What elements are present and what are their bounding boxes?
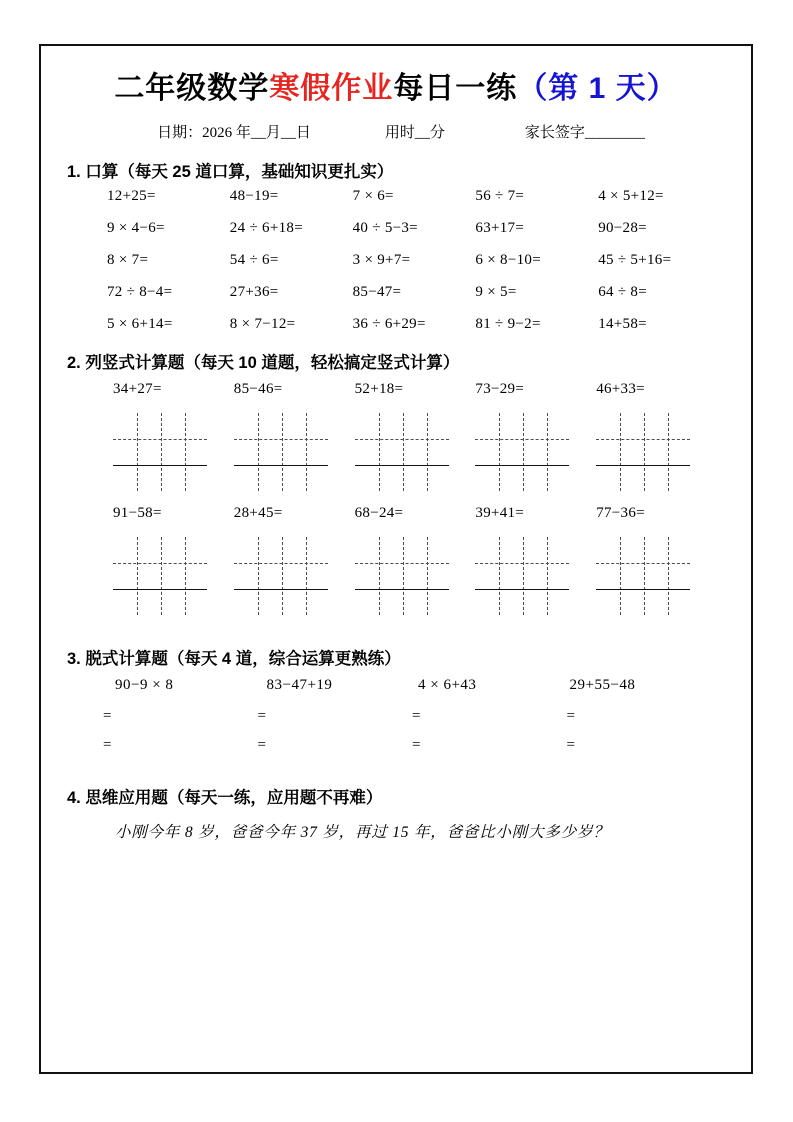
vertical-problem	[355, 381, 476, 499]
vertical-problem	[355, 505, 476, 623]
deshi-equals-sign[interactable]: =	[103, 707, 112, 724]
deshi-equals-sign[interactable]: =	[412, 736, 421, 753]
vertical-work-grid[interactable]	[234, 413, 328, 491]
deshi-equals-sign[interactable]: =	[103, 736, 112, 753]
time-field[interactable]: 用时__分	[384, 124, 445, 141]
vertical-work-grid[interactable]	[113, 537, 207, 615]
deshi-equals-sign[interactable]: =	[412, 707, 421, 724]
vertical-problem-expr: 34+27=	[113, 380, 162, 397]
oral-problem: 24 ÷ 6+18=	[229, 219, 303, 236]
vertical-problem	[113, 505, 234, 623]
date-field[interactable]: 日期：2026 年__月__日	[157, 124, 311, 141]
oral-problem: 63+17=	[475, 219, 525, 236]
deshi-problem: 4 × 6+43	[418, 676, 477, 693]
vertical-problem-expr: 73−29=	[475, 380, 525, 397]
vertical-problem	[475, 381, 596, 499]
vertical-problem-expr: 28+45=	[233, 504, 283, 521]
vertical-work-grid[interactable]	[475, 537, 569, 615]
oral-problem: 8 × 7=	[107, 251, 149, 268]
deshi-problems-row	[65, 677, 727, 694]
section-1-heading: 1. 口算（每天 25 道口算，基础知识更扎实）	[67, 162, 394, 181]
oral-problem: 3 × 9+7=	[352, 251, 411, 268]
oral-problem: 72 ÷ 8−4=	[107, 283, 173, 300]
oral-problem: 12+25=	[107, 187, 156, 204]
parent-signature-field[interactable]: 家长签字________	[524, 124, 645, 141]
vertical-problem-expr: 85−46=	[233, 380, 283, 397]
vertical-work-grid[interactable]	[234, 537, 328, 615]
oral-problem: 4 × 5+12=	[598, 187, 664, 204]
page-title	[65, 72, 727, 107]
deshi-answer-row-1	[65, 708, 727, 725]
oral-problem: 54 ÷ 6=	[229, 251, 279, 268]
vertical-problem-expr: 68−24=	[354, 504, 404, 521]
vertical-problem	[475, 505, 596, 623]
vertical-work-grid[interactable]	[475, 413, 569, 491]
oral-problem: 6 × 8−10=	[475, 251, 541, 268]
deshi-equals-sign[interactable]: =	[566, 736, 575, 753]
vertical-work-grid[interactable]	[113, 413, 207, 491]
oral-problem: 7 × 6=	[352, 187, 394, 204]
deshi-answer-row-2	[65, 737, 727, 754]
word-problem-text: 小刚今年 8 岁，爸爸今年 37 岁，再过 15 年，爸爸比小刚大多少岁？	[115, 823, 610, 841]
title-part-day: （第 1 天）	[517, 72, 678, 105]
deshi-equals-sign[interactable]: =	[257, 736, 266, 753]
oral-problem: 40 ÷ 5−3=	[352, 219, 418, 236]
oral-problem: 64 ÷ 8=	[598, 283, 647, 300]
vertical-problem	[596, 381, 717, 499]
deshi-equals-sign[interactable]: =	[566, 707, 575, 724]
section-3-heading: 3. 脱式计算题（每天 4 道，综合运算更熟练）	[67, 649, 401, 668]
vertical-problem-expr: 46+33=	[596, 380, 645, 397]
vertical-row-1	[65, 381, 727, 499]
vertical-problem	[113, 381, 234, 499]
oral-problem: 90−28=	[598, 219, 647, 236]
vertical-work-grid[interactable]	[355, 413, 449, 491]
vertical-problem-expr: 77−36=	[596, 504, 645, 521]
oral-problem: 56 ÷ 7=	[475, 187, 525, 204]
section-4-heading: 4. 思维应用题（每天一练，应用题不再难）	[67, 788, 383, 807]
worksheet-content	[39, 44, 753, 1074]
deshi-problem: 90−9 × 8	[115, 676, 174, 693]
vertical-work-grid[interactable]	[596, 537, 690, 615]
oral-problem: 81 ÷ 9−2=	[475, 315, 541, 332]
vertical-problem	[234, 381, 355, 499]
vertical-row-2	[65, 505, 727, 623]
oral-problem: 8 × 7−12=	[229, 315, 296, 332]
oral-problem: 14+58=	[598, 315, 647, 332]
deshi-problem: 83−47+19	[266, 676, 333, 693]
section-2-heading: 2. 列竖式计算题（每天 10 道题，轻松搞定竖式计算）	[67, 353, 460, 372]
vertical-problem-expr: 91−58=	[113, 504, 162, 521]
oral-problem: 9 × 5=	[475, 283, 517, 300]
vertical-problem	[596, 505, 717, 623]
oral-problem: 45 ÷ 5+16=	[598, 251, 672, 268]
meta-line	[65, 121, 727, 142]
oral-problem: 27+36=	[229, 283, 279, 300]
vertical-problem	[234, 505, 355, 623]
oral-problem: 5 × 6+14=	[107, 315, 173, 332]
deshi-equals-sign[interactable]: =	[257, 707, 266, 724]
title-part-daily: 每日一练	[393, 72, 518, 105]
vertical-problem-expr: 39+41=	[475, 504, 525, 521]
deshi-problem: 29+55−48	[569, 676, 636, 693]
title-part-highlight: 寒假作业	[269, 72, 394, 105]
oral-problem: 85−47=	[352, 283, 402, 300]
vertical-calc-block	[65, 381, 727, 623]
vertical-work-grid[interactable]	[355, 537, 449, 615]
title-part-grade: 二年级数学	[114, 72, 270, 105]
oral-problem: 9 × 4−6=	[107, 219, 165, 236]
vertical-work-grid[interactable]	[596, 413, 690, 491]
vertical-problem-expr: 52+18=	[354, 380, 404, 397]
oral-problem: 36 ÷ 6+29=	[352, 315, 426, 332]
oral-problems-grid	[65, 188, 727, 333]
oral-problem: 48−19=	[229, 187, 279, 204]
